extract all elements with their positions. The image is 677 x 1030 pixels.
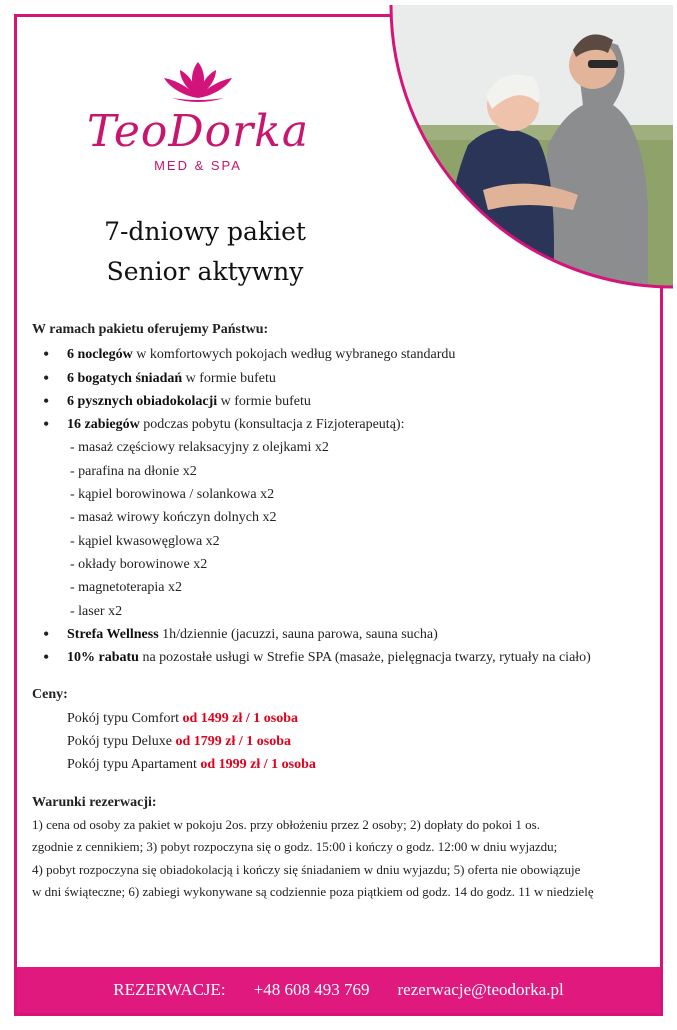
- list-item: • 16 zabiegów podczas pobytu (konsultacja z Fizjoterapeutą): - masaż częściowy relaksacyjny z olejkami x2 - parafina na dłonie x2 - kąpiel borowinowa / solankowa x2 - masaż wirowy kończyn dolnych x2 - kąpiel kwasowęglowa x2 - okłady borowinowe x2 - magnetoterapia x2 - laser x2: [32, 413, 657, 623]
- prices-heading: Ceny:: [32, 687, 68, 703]
- treatments-list: [67, 436, 657, 622]
- logo-subtitle: MED & SPA: [154, 158, 242, 173]
- teodorka-logo: [78, 60, 318, 173]
- title-line-2: Senior aktywny: [106, 257, 304, 286]
- treatment-item: - laser x2: [70, 603, 123, 619]
- price-row: Pokój typu Deluxe od 1799 zł / 1 osoba: [67, 734, 292, 750]
- terms-line: w dni świąteczne; 6) zabiegi wykonywane są codziennie poza piątkiem od godz. 14 do godz. 11 w niedzielę: [32, 884, 594, 900]
- list-item: • 6 bogatych śniadań w formie bufetu: [32, 367, 657, 390]
- list-item: • 10% rabatu na pozostałe usługi w Strefie SPA (masaże, pielęgnacja twarzy, rytuały na ciało): [32, 646, 657, 669]
- reservation-label: REZERWACJE:: [113, 980, 226, 999]
- list-item: • 6 noclegów w komfortowych pokojach według wybranego standardu: [32, 343, 657, 366]
- treatment-item: - kąpiel kwasowęglowa x2: [70, 533, 220, 549]
- logo-name: TeoDorka: [86, 106, 310, 157]
- terms-line: 4) pobyt rozpoczyna się obiadokolacją i kończy się śniadaniem w dniu wyjazdu; 5) oferta nie obowiązuje: [32, 861, 581, 877]
- treatment-item: - kąpiel borowinowa / solankowa x2: [70, 487, 275, 503]
- treatment-item: - masaż wirowy kończyn dolnych x2: [70, 510, 277, 526]
- terms-heading: Warunki rezerwacji:: [32, 794, 157, 810]
- terms-line: 1) cena od osoby za pakiet w pokoju 2os. przy obłożeniu przez 2 osoby; 2) dopłaty do pokoi 1 os.: [32, 816, 540, 832]
- treatment-item: - okłady borowinowe x2: [70, 556, 208, 572]
- reservation-footer: [17, 967, 660, 1013]
- seniors-photo: [388, 5, 673, 290]
- offer-intro: W ramach pakietu oferujemy Państwu:: [32, 322, 269, 337]
- price-row: Pokój typu Comfort od 1499 zł / 1 osoba: [67, 710, 299, 726]
- price-row: Pokój typu Apartament od 1999 zł / 1 osoba: [67, 757, 316, 773]
- treatment-item: - masaż częściowy relaksacyjny z olejkami x2: [70, 440, 329, 456]
- treatment-item: - parafina na dłonie x2: [70, 463, 197, 479]
- lotus-icon: [158, 60, 238, 104]
- title-line-1: 7-dniowy pakiet: [104, 217, 306, 246]
- phone-link[interactable]: +48 608 493 769: [253, 980, 370, 999]
- terms-text: [32, 814, 657, 904]
- package-title: [40, 212, 370, 292]
- email-link[interactable]: rezerwacje@teodorka.pl: [397, 980, 564, 999]
- treatment-item: - magnetoterapia x2: [70, 580, 182, 596]
- offer-content: [32, 318, 657, 904]
- list-item: • 6 pysznych obiadokolacji w formie bufetu: [32, 390, 657, 413]
- list-item: • Strefa Wellness 1h/dziennie (jacuzzi, sauna parowa, sauna sucha): [32, 623, 657, 646]
- terms-line: zgodnie z cennikiem; 3) pobyt rozpoczyna się o godz. 15:00 i kończy o godz. 12:00 w dniu wyjazdu;: [32, 839, 558, 855]
- offer-list: [32, 343, 657, 669]
